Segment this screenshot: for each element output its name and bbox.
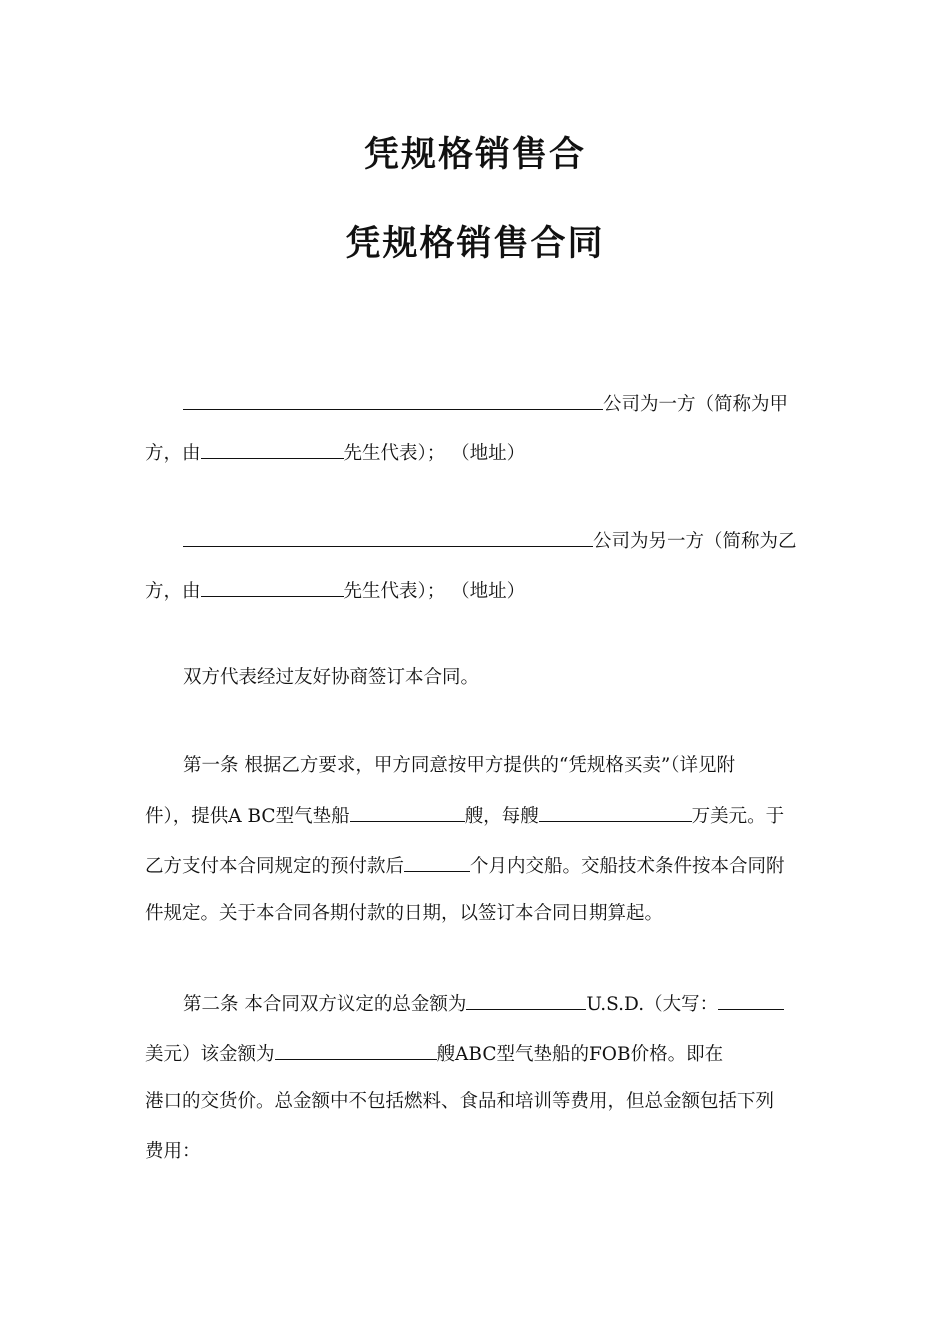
party-b-rep-text: 先生代表）； （地址）	[343, 581, 526, 602]
article-2-line-1	[183, 991, 784, 1017]
article-1-line-1: 第一条 根据乙方要求，甲方同意按甲方提供的“凭规格买卖”（详见附	[183, 755, 736, 776]
article-2-line-3: 港口的交货价。总金额中不包括燃料、食品和培训等费用，但总金额包括下列	[145, 1091, 775, 1112]
total-amount-blank[interactable]	[466, 991, 586, 1010]
article-2-text-d: 艘ABC型气垫船的FOB价格。即在	[436, 1044, 724, 1065]
article-2-text-c: 美元）该金额为	[145, 1044, 275, 1065]
party-b-line-1	[183, 528, 797, 554]
article-2-text-a: 第二条 本合同双方议定的总金额为	[183, 994, 467, 1015]
unit-price-blank[interactable]	[539, 803, 692, 822]
doc-title-1: 凭规格销售合	[363, 135, 586, 175]
delivery-months-blank[interactable]	[404, 853, 470, 872]
article-1-text-a: 件），提供A BC型气垫船	[145, 806, 350, 827]
intro-paragraph: 双方代表经过友好协商签订本合同。	[183, 667, 480, 688]
party-b-representative-blank[interactable]	[201, 578, 344, 597]
article-1-text-b: 艘，每艘	[464, 806, 539, 827]
amount-in-words-blank[interactable]	[718, 991, 784, 1010]
article-1-text-e: 个月内交船。交船技术条件按本合同附	[470, 856, 785, 877]
article-1-text-c: 万美元。于	[691, 806, 785, 827]
party-b-text: 公司为另一方（简称为乙	[593, 531, 797, 552]
article-1-text-d: 乙方支付本合同规定的预付款后	[145, 856, 405, 877]
article-2-line-2	[145, 1041, 723, 1067]
article-1-line-3	[145, 853, 785, 879]
party-a-by-text: 方，由	[145, 443, 201, 464]
doc-title-2: 凭规格销售合同	[345, 224, 605, 264]
article-2-line-4: 费用：	[145, 1141, 201, 1162]
ship-quantity-blank[interactable]	[350, 803, 465, 822]
ship-count-blank[interactable]	[275, 1041, 437, 1060]
party-a-text: 公司为一方（简称为甲	[603, 394, 789, 415]
party-a-company-blank[interactable]	[183, 391, 603, 410]
party-b-line-2	[145, 578, 525, 604]
article-2-text-b: U.S.D.（大写：	[586, 994, 719, 1015]
article-1-line-2	[145, 803, 784, 829]
article-1-line-4: 件规定。关于本合同各期付款的日期，以签订本合同日期算起。	[145, 903, 664, 924]
party-a-line-2	[145, 440, 525, 466]
party-b-company-blank[interactable]	[183, 528, 593, 547]
party-b-by-text: 方，由	[145, 581, 201, 602]
party-a-line-1	[183, 391, 788, 417]
party-a-representative-blank[interactable]	[201, 440, 344, 459]
party-a-rep-text: 先生代表）； （地址）	[343, 443, 526, 464]
